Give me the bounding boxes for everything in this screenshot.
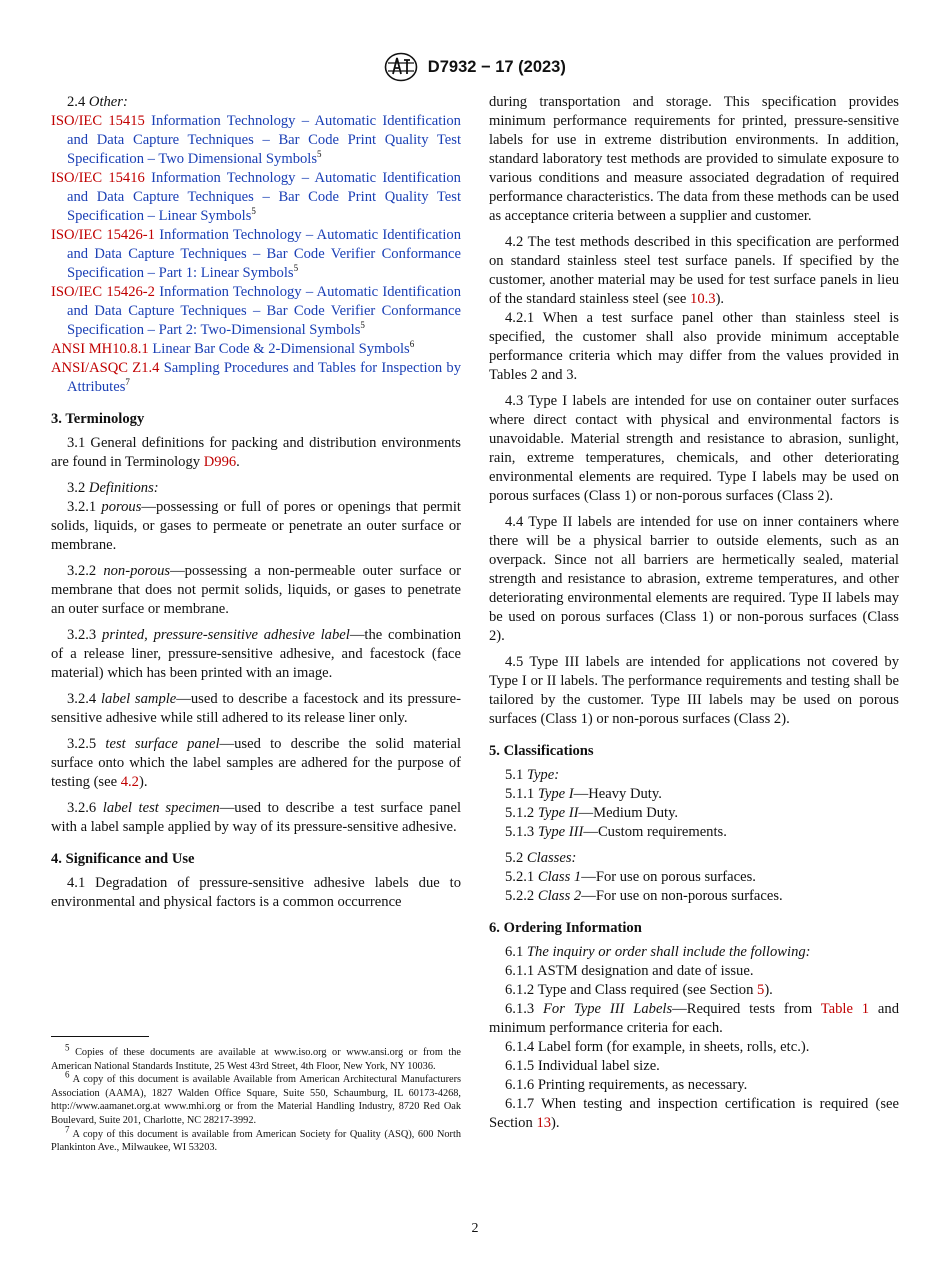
paragraph-4-5: 4.5 Type III labels are intended for applications not covered by Type I or II labels. The performance requirements and testing shall be tailored by the customer. Type III labels may be used on porous surfaces (Class 1) or non-porous surfaces (Class 2). bbox=[489, 654, 899, 727]
reference-title-link[interactable]: Linear Bar Code & 2-Dimensional Symbols bbox=[152, 341, 410, 357]
section-4-heading: 4. Significance and Use bbox=[51, 851, 195, 867]
paragraph-3-2: 3.2 Definitions: bbox=[67, 480, 159, 496]
reference-code-link[interactable]: ANSI MH10.8.1 bbox=[51, 341, 149, 357]
paragraph-6-1-4: 6.1.4 Label form (for example, in sheets, rolls, etc.). bbox=[505, 1039, 810, 1055]
reference-item: ANSI MH10.8.1 Linear Bar Code & 2-Dimensional Symbols$^6$ bbox=[51, 339, 415, 357]
paragraph-6-1: 6.1 The inquiry or order shall include the following: bbox=[505, 944, 811, 960]
link-4-2[interactable]: 4.2 bbox=[120, 774, 139, 790]
footnote-7: $^7$ A copy of this document is available from American Society for Quality (ASQ), 600 North Plankinton Ave., Milwaukee, WI 53203. bbox=[51, 1124, 461, 1154]
paragraph-5-1-2: 5.1.2 Type II—Medium Duty. bbox=[505, 805, 679, 821]
document-designation: D7932 − 17 (2023) bbox=[427, 57, 566, 76]
paragraph-4-1: 4.1 Degradation of pressure-sensitive adhesive labels due to environmental and physical factors is a common occurrence bbox=[51, 875, 461, 910]
paragraph-5-2-2: 5.2.2 Class 2—For use on non-porous surfaces. bbox=[505, 888, 783, 904]
paragraph-4-2: 4.2 The test methods described in this specification are performed on standard stainless steel test surface panels. If specified by the customer, another material may be used for test surface panels in lieu of the standard stainless steel (see 10.3). bbox=[489, 234, 899, 307]
reference-item: ANSI/ASQC Z1.4 Sampling Procedures and Tables for Inspection by Attributes$^7$ bbox=[51, 360, 462, 395]
paragraph-3-2-6: 3.2.6 label test specimen—used to describe a test surface panel with a label sample applied by way of its pressure-sensitive adhesive. bbox=[51, 800, 461, 835]
footnotes bbox=[51, 1042, 461, 1155]
reference-code-link[interactable]: ISO/IEC 15416 bbox=[51, 170, 145, 186]
reference-title-link[interactable]: Information Technology – Automatic Identification and Data Capture Techniques – Bar Code Verifier Conformance Specification – Part 1: Linear Symbols bbox=[67, 227, 462, 281]
paragraph-6-1-1: 6.1.1 ASTM designation and date of issue. bbox=[505, 963, 754, 979]
paragraph-6-1-6: 6.1.6 Printing requirements, as necessary. bbox=[505, 1077, 748, 1093]
astm-logo-icon bbox=[384, 52, 418, 82]
paragraph-3-2-4: 3.2.4 label sample—used to describe a facestock and its pressure-sensitive adhesive while still adhered to its release liner only. bbox=[51, 691, 461, 726]
paragraph-3-2-5: 3.2.5 test surface panel—used to describe the solid material surface onto which the label samples are adhered for the purpose of testing (see 4.2). bbox=[51, 736, 461, 790]
reference-code-link[interactable]: ANSI/ASQC Z1.4 bbox=[51, 360, 160, 376]
section-5-heading: 5. Classifications bbox=[489, 743, 594, 759]
link-section-5[interactable]: 5 bbox=[757, 982, 765, 998]
paragraph-6-1-7: 6.1.7 When testing and inspection certification is required (see Section 13). bbox=[489, 1096, 899, 1131]
reference-title-link[interactable]: Information Technology – Automatic Identification and Data Capture Techniques – Bar Code Print Quality Test Specification – Two Dimensional Symbols bbox=[67, 113, 461, 167]
reference-code-link[interactable]: ISO/IEC 15426-1 bbox=[51, 227, 155, 243]
reference-title-link[interactable]: Information Technology – Automatic Identification and Data Capture Techniques – Bar Code Print Quality Test Specification – Linear Symbols bbox=[67, 170, 461, 224]
link-10-3[interactable]: 10.3 bbox=[690, 291, 716, 307]
paragraph-5-1-3: 5.1.3 Type III—Custom requirements. bbox=[505, 824, 727, 840]
link-table-1[interactable]: Table 1 bbox=[820, 1001, 870, 1017]
paragraph-3-2-2: 3.2.2 non-porous—possessing a non-permeable outer surface or membrane that does not permit solids, liquids, or gases to penetrate an outer surface or membrane. bbox=[51, 563, 461, 617]
section-2-4-heading: 2.4 Other: bbox=[67, 94, 128, 110]
paragraph-4-4: 4.4 Type II labels are intended for use on inner containers where there will be a physical barrier to outside elements, such as an overpack. Since not all barriers are hermetically sealed, material strength and resistance to abrasion, extreme temperatures, and other deteriorating environmental elements are required. Type II labels may be used on porous surfaces (Class 1) or non-porous surfaces (Class 2). bbox=[489, 514, 899, 644]
reference-item: ISO/IEC 15426-1 Information Technology – Automatic Identification and Data Capture Techniques – Bar Code Verifier Conformance Specification – Part 1: Linear Symbols$^5$ bbox=[51, 227, 462, 281]
paragraph-5-1-1: 5.1.1 Type I—Heavy Duty. bbox=[505, 786, 662, 802]
paragraph-6-1-3: 6.1.3 For Type III Labels—Required tests from Table 1 and minimum performance criteria for each. bbox=[489, 1001, 899, 1036]
paragraph-3-2-1: 3.2.1 porous—possessing or full of pores or openings that permit solids, liquids, or gases to permeate or penetrate an outer surface or membrane. bbox=[51, 499, 461, 553]
paragraph-3-1: 3.1 General definitions for packing and distribution environments are found in Terminology D996. bbox=[51, 435, 461, 470]
page-header bbox=[0, 52, 950, 82]
reference-title-link[interactable]: Sampling Procedures and Tables for Inspection by Attributes bbox=[67, 360, 462, 395]
paragraph-4-2-1: 4.2.1 When a test surface panel other than stainless steel is specified, the customer shall also provide minimum acceptable performance criteria which may differ from the values provided in Tables 2 and 3. bbox=[489, 310, 899, 383]
reference-code-link[interactable]: ISO/IEC 15415 bbox=[51, 113, 145, 129]
section-3-heading: 3. Terminology bbox=[51, 411, 145, 427]
paragraph-6-1-5: 6.1.5 Individual label size. bbox=[505, 1058, 660, 1074]
right-column bbox=[489, 93, 899, 1133]
reference-item: ISO/IEC 15416 Information Technology – Automatic Identification and Data Capture Techniques – Bar Code Print Quality Test Specification – Linear Symbols$^5$ bbox=[51, 170, 461, 224]
page-number: 2 bbox=[471, 1221, 479, 1236]
left-column bbox=[51, 93, 461, 912]
footnote-6: $^6$ A copy of this document is available Available from American Architectural Manufacturers Association (AAMA), 1827 Walden Office Square, Suite 550, Schaumburg, IL 60173-4268, http://www.aamanet.org.at www.mhi.org or from the Material Handling Industry, 8720 Red Oak Boulevard, Suite 201, Charlotte, NC 28217-3992. bbox=[51, 1069, 461, 1126]
paragraph-4-1-continued: during transportation and storage. This specification provides minimum performance requirements for printed, pressure-sensitive labels for use in extreme distribution environments. In addition, standard laboratory test methods are provided to simulate exposure to various conditions and measure associated degradation of required performance characteristics. The data from these methods can be used as acceptance criteria between a supplier and customer. bbox=[489, 94, 899, 224]
reference-code-link[interactable]: ISO/IEC 15426-2 bbox=[51, 284, 155, 300]
paragraph-4-3: 4.3 Type I labels are intended for use on container outer surfaces where direct contact with physical and environmental factors is unavoidable. Material strength and resistance to abrasion, sunlight, rain, extreme temperatures, chemicals, and other deteriorating environmental elements are required. Type I labels may be used on porous surfaces (Class 1) or non-porous surfaces (Class 2). bbox=[489, 393, 899, 504]
paragraph-5-2-1: 5.2.1 Class 1—For use on porous surfaces. bbox=[505, 869, 756, 885]
reference-item: ISO/IEC 15426-2 Information Technology – Automatic Identification and Data Capture Techniques – Bar Code Verifier Conformance Specification – Part 2: Two-Dimensional Symbols$^5$ bbox=[51, 284, 462, 338]
section-6-heading: 6. Ordering Information bbox=[489, 920, 642, 936]
paragraph-6-1-2: 6.1.2 Type and Class required (see Section 5). bbox=[505, 982, 773, 998]
reference-item: ISO/IEC 15415 Information Technology – Automatic Identification and Data Capture Techniques – Bar Code Print Quality Test Specification – Two Dimensional Symbols$^5$ bbox=[51, 113, 461, 167]
link-section-13[interactable]: 13 bbox=[536, 1115, 552, 1131]
paragraph-3-2-3: 3.2.3 printed, pressure-sensitive adhesive label—the combination of a release liner, pressure-sensitive adhesive, and facestock (face material) which has been printed with an image. bbox=[51, 627, 462, 681]
reference-title-link[interactable]: Information Technology – Automatic Identification and Data Capture Techniques – Bar Code Verifier Conformance Specification – Part 2: Two-Dimensional Symbols bbox=[67, 284, 462, 338]
link-d996[interactable]: D996 bbox=[203, 454, 237, 470]
footnote-divider bbox=[51, 1036, 149, 1037]
paragraph-5-1: 5.1 Type: bbox=[505, 767, 560, 783]
footnote-5: $^5$ Copies of these documents are available at www.iso.org or www.ansi.org or from the American National Standards Institute, 25 West 43rd Street, 4th Floor, New York, NY 10036. bbox=[51, 1042, 461, 1072]
paragraph-5-2: 5.2 Classes: bbox=[505, 850, 577, 866]
